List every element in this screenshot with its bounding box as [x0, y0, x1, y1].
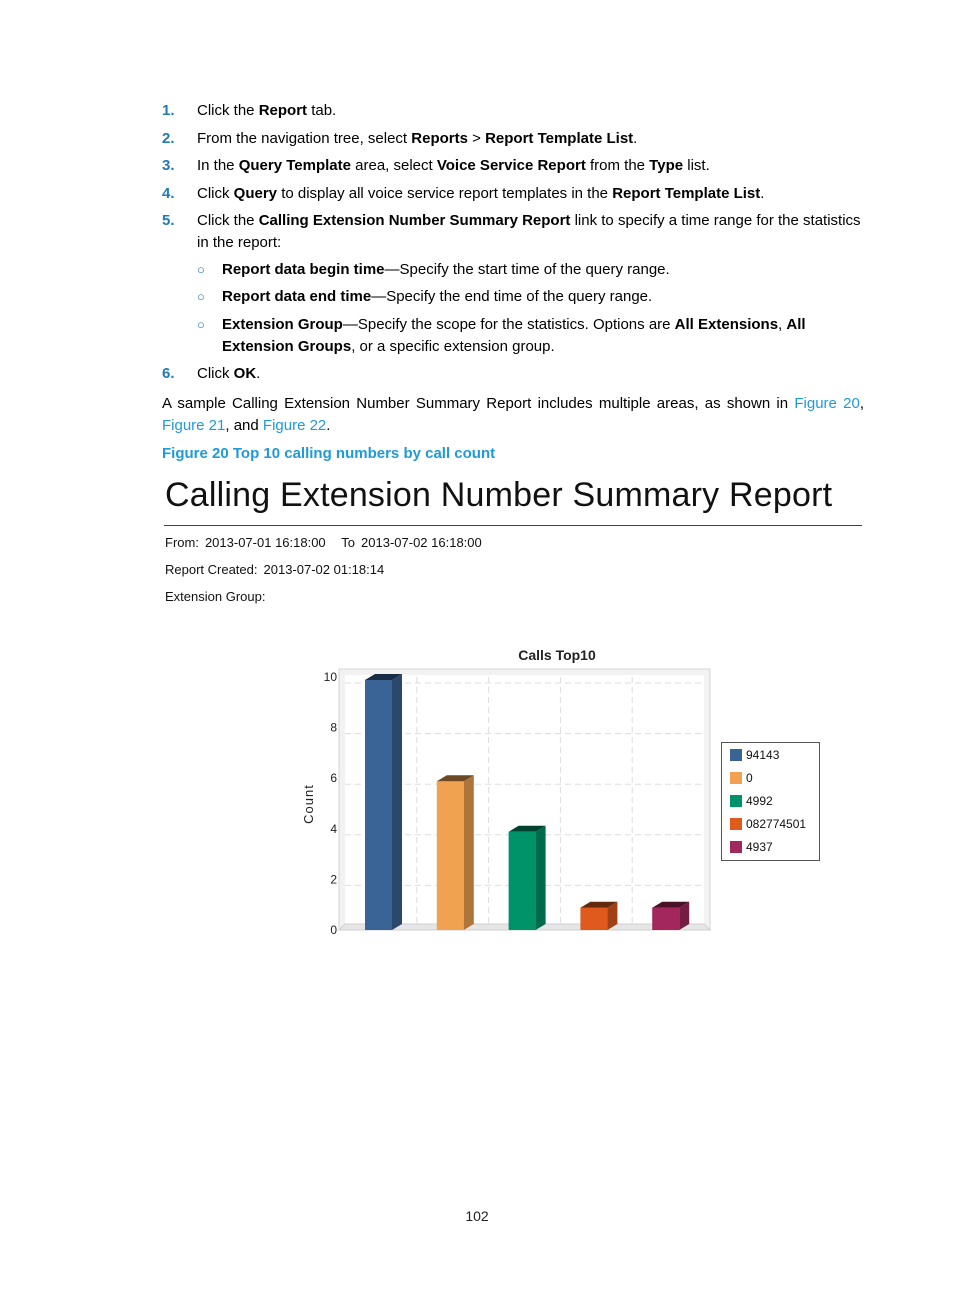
ui-term: Report Template List	[485, 130, 634, 147]
legend-swatch	[730, 841, 742, 853]
ui-term: Report data end time	[222, 288, 372, 305]
ui-term: All Extensions	[674, 316, 779, 333]
step-number: 1.	[162, 102, 175, 119]
bar-side	[536, 826, 546, 930]
text-run: list.	[683, 157, 710, 174]
step-number: 3.	[162, 157, 175, 174]
separator: , and	[225, 416, 263, 434]
chart-legend	[721, 742, 820, 861]
text-run: ,	[778, 316, 787, 333]
option-text	[222, 286, 864, 308]
circle-bullet-icon: ○	[197, 317, 205, 332]
y-tick-label: 0	[330, 923, 337, 937]
legend-swatch	[730, 749, 742, 761]
step-text	[197, 210, 864, 253]
step-text	[197, 128, 864, 150]
text-run: Click the	[197, 212, 259, 229]
from-label: From:	[165, 535, 199, 550]
bar-4937	[652, 908, 679, 930]
text-run: , or a specific extension group.	[351, 337, 555, 355]
step-text	[197, 363, 864, 385]
step-5	[162, 210, 864, 253]
text-run: From the navigation tree, select	[197, 130, 412, 147]
title-divider	[164, 525, 862, 526]
step-number: 5.	[162, 212, 175, 229]
step-1	[162, 100, 864, 122]
option-item	[197, 259, 864, 281]
to-label: To	[341, 535, 356, 550]
step-number: 6.	[162, 365, 175, 382]
text-run: >	[467, 130, 486, 147]
ui-term: Report Template List	[612, 185, 761, 202]
step-3	[162, 155, 864, 177]
legend-item	[730, 771, 753, 785]
step-number: 4.	[162, 185, 175, 202]
chart-title: Calls Top10	[518, 647, 596, 663]
text-run: Click the	[197, 102, 259, 119]
legend-item	[730, 840, 773, 854]
intro-text: A sample Calling Extension Number Summary Report includes multiple areas, as shown in	[162, 395, 795, 412]
ui-term: Query Template	[238, 157, 351, 174]
text-run: .	[633, 130, 638, 147]
text-run: .	[760, 185, 765, 202]
step-6	[162, 363, 864, 385]
report-created	[165, 562, 384, 577]
period: .	[326, 416, 331, 434]
ui-term: Extension Group	[222, 316, 343, 333]
option-item	[197, 314, 864, 357]
circle-bullet-icon: ○	[197, 262, 205, 277]
from-value: 2013-07-01 16:18:00	[204, 535, 326, 550]
extension-group	[165, 589, 265, 604]
legend-label: 0	[746, 771, 753, 785]
step-2	[162, 128, 864, 150]
legend-label: 94143	[746, 748, 780, 762]
legend-swatch	[730, 795, 742, 807]
ui-term: Type	[649, 157, 684, 174]
figure-21-link[interactable]: Figure 21	[162, 416, 226, 434]
y-tick-label: 2	[330, 872, 337, 887]
y-tick-label: 6	[330, 771, 337, 786]
text-run: tab.	[307, 102, 337, 119]
figure-20-link[interactable]: Figure 20	[794, 395, 860, 412]
legend-swatch	[730, 772, 742, 784]
figure-caption: Figure 20 Top 10 calling numbers by call count	[162, 445, 496, 462]
step-4	[162, 183, 864, 205]
created-label: Report Created:	[165, 562, 258, 577]
text-run: —Specify the end time of the query range.	[371, 288, 653, 305]
intro-paragraph	[162, 393, 864, 436]
ui-term: Report	[258, 102, 308, 119]
report-range	[165, 535, 482, 550]
bar-082774501	[580, 908, 607, 930]
text-run: .	[256, 365, 261, 382]
separator: ,	[859, 395, 864, 412]
bar-94143	[365, 680, 392, 930]
bar-0	[437, 781, 464, 930]
step-text	[197, 155, 864, 177]
y-tick-label: 8	[330, 720, 337, 735]
y-tick-label: 4	[330, 821, 337, 836]
text-run: —Specify the scope for the statistics. Options are	[342, 316, 675, 333]
step-number: 2.	[162, 130, 175, 147]
legend-label: 4937	[746, 840, 773, 854]
legend-swatch	[730, 818, 742, 830]
ui-term: OK	[233, 365, 257, 382]
ui-term: Voice Service Report	[436, 157, 586, 174]
bar-4992	[509, 832, 536, 930]
legend-label: 082774501	[746, 817, 807, 831]
ui-term: Calling Extension Number Summary Report	[258, 212, 571, 229]
ui-term: Report data begin time	[222, 261, 385, 278]
report-title: Calling Extension Number Summary Report	[165, 476, 833, 514]
legend-label: 4992	[746, 794, 773, 808]
text-run: In the	[197, 157, 239, 174]
circle-bullet-icon: ○	[197, 289, 205, 304]
y-tick-label: 10	[323, 670, 337, 684]
legend-item	[730, 817, 806, 831]
text-run: to display all voice service report templates in the	[277, 185, 613, 202]
group-label: Extension Group:	[165, 589, 266, 604]
text-run: —Specify the start time of the query range.	[384, 261, 670, 278]
text-run: Click	[197, 185, 234, 202]
legend-item	[730, 794, 773, 808]
ui-term: All Extension Groups	[222, 316, 806, 355]
to-value: 2013-07-02 16:18:00	[361, 535, 482, 550]
option-item	[197, 286, 864, 308]
page-number: 102	[465, 1208, 489, 1224]
ui-term: Reports	[411, 130, 468, 147]
figure-22-link[interactable]: Figure 22	[262, 416, 327, 434]
step-text	[197, 183, 864, 205]
text-run: from the	[585, 157, 650, 174]
option-text	[222, 259, 864, 281]
bar-side	[392, 674, 402, 930]
bar-side	[464, 775, 474, 930]
legend-item	[730, 748, 779, 762]
text-run: area, select	[350, 157, 437, 174]
option-text	[222, 314, 864, 357]
text-run: Click	[197, 365, 234, 382]
step-text	[197, 100, 864, 122]
text-run: link to specify a time range for the statistics in the report:	[197, 212, 861, 251]
ui-term: Query	[233, 185, 278, 202]
created-value: 2013-07-02 01:18:14	[263, 562, 385, 577]
y-axis-label: Count	[301, 784, 316, 824]
